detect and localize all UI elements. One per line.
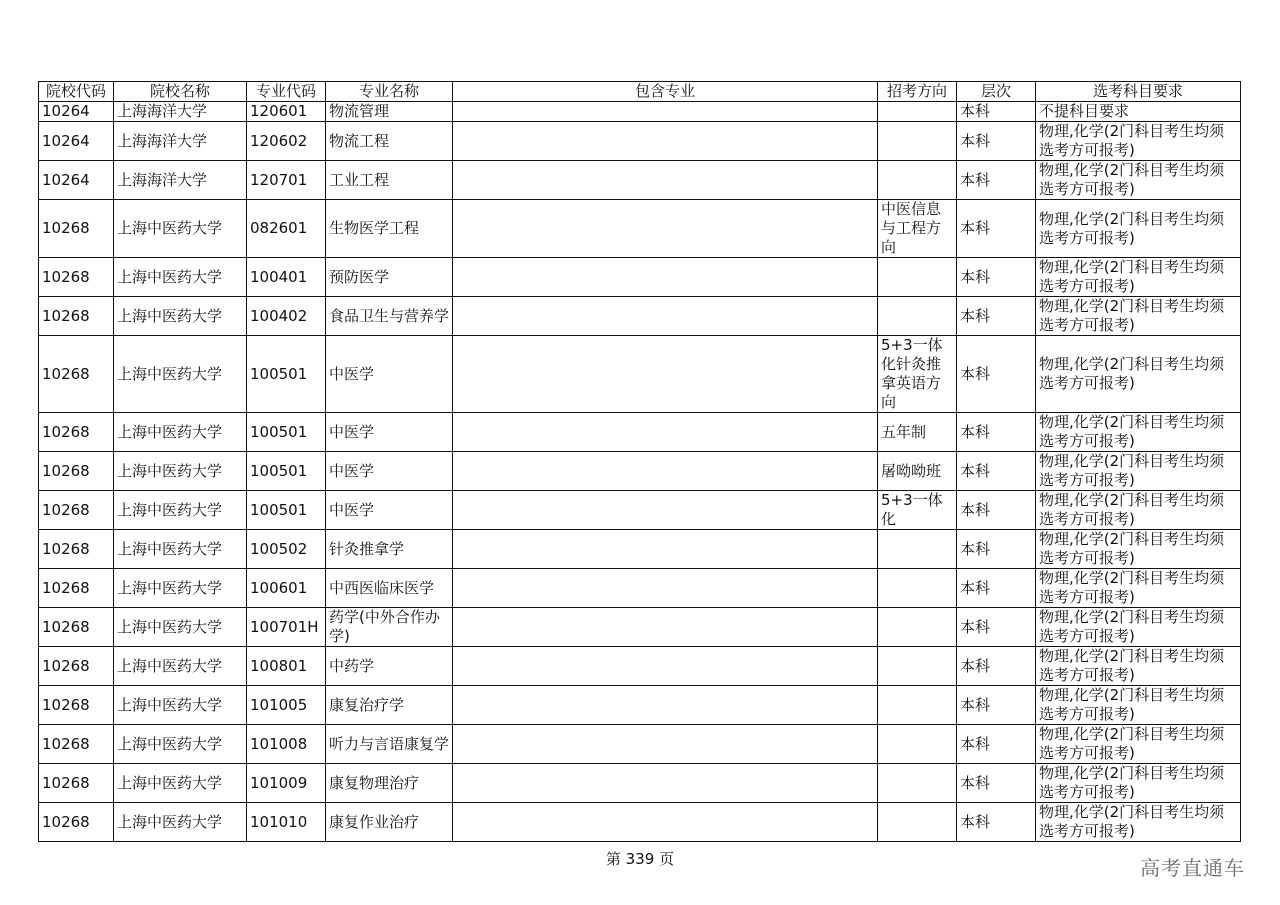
table-row bbox=[39, 258, 1241, 297]
major-code-cell: 100501 bbox=[247, 413, 326, 452]
major-code-cell: 100601 bbox=[247, 569, 326, 608]
school-code-cell: 10268 bbox=[39, 803, 114, 842]
direction-cell bbox=[878, 803, 957, 842]
admissions-table bbox=[38, 81, 1241, 842]
school-name-cell: 上海中医药大学 bbox=[114, 803, 247, 842]
major-name-cell: 康复物理治疗 bbox=[326, 764, 453, 803]
level-cell: 本科 bbox=[957, 297, 1036, 336]
direction-cell bbox=[878, 569, 957, 608]
school-name-cell: 上海中医药大学 bbox=[114, 491, 247, 530]
level-cell: 本科 bbox=[957, 647, 1036, 686]
included-majors-cell bbox=[453, 413, 878, 452]
direction-cell bbox=[878, 122, 957, 161]
included-majors-cell bbox=[453, 803, 878, 842]
subject-requirements-cell: 物理,化学(2门科目考生均须选考方可报考) bbox=[1036, 569, 1241, 608]
school-code-cell: 10268 bbox=[39, 686, 114, 725]
school-code-cell: 10268 bbox=[39, 764, 114, 803]
header-school-code: 院校代码 bbox=[39, 82, 114, 102]
major-name-cell: 中医学 bbox=[326, 491, 453, 530]
level-cell: 本科 bbox=[957, 258, 1036, 297]
school-name-cell: 上海中医药大学 bbox=[114, 647, 247, 686]
subject-requirements-cell: 物理,化学(2门科目考生均须选考方可报考) bbox=[1036, 452, 1241, 491]
school-code-cell: 10268 bbox=[39, 413, 114, 452]
subject-requirements-cell: 物理,化学(2门科目考生均须选考方可报考) bbox=[1036, 647, 1241, 686]
table-row bbox=[39, 336, 1241, 413]
school-name-cell: 上海中医药大学 bbox=[114, 413, 247, 452]
table-row bbox=[39, 647, 1241, 686]
included-majors-cell bbox=[453, 686, 878, 725]
table-row bbox=[39, 803, 1241, 842]
major-code-cell: 101010 bbox=[247, 803, 326, 842]
table-row bbox=[39, 725, 1241, 764]
subject-requirements-cell: 物理,化学(2门科目考生均须选考方可报考) bbox=[1036, 530, 1241, 569]
included-majors-cell bbox=[453, 530, 878, 569]
school-name-cell: 上海中医药大学 bbox=[114, 452, 247, 491]
major-code-cell: 100501 bbox=[247, 452, 326, 491]
direction-cell: 屠呦呦班 bbox=[878, 452, 957, 491]
level-cell: 本科 bbox=[957, 725, 1036, 764]
subject-requirements-cell: 不提科目要求 bbox=[1036, 102, 1241, 122]
included-majors-cell bbox=[453, 161, 878, 200]
table-row bbox=[39, 764, 1241, 803]
level-cell: 本科 bbox=[957, 122, 1036, 161]
included-majors-cell bbox=[453, 258, 878, 297]
school-code-cell: 10268 bbox=[39, 569, 114, 608]
subject-requirements-cell: 物理,化学(2门科目考生均须选考方可报考) bbox=[1036, 491, 1241, 530]
school-code-cell: 10264 bbox=[39, 122, 114, 161]
school-code-cell: 10268 bbox=[39, 258, 114, 297]
school-name-cell: 上海中医药大学 bbox=[114, 336, 247, 413]
major-name-cell: 中药学 bbox=[326, 647, 453, 686]
major-name-cell: 食品卫生与营养学 bbox=[326, 297, 453, 336]
included-majors-cell bbox=[453, 297, 878, 336]
major-code-cell: 101008 bbox=[247, 725, 326, 764]
major-name-cell: 康复治疗学 bbox=[326, 686, 453, 725]
included-majors-cell bbox=[453, 102, 878, 122]
header-included-majors: 包含专业 bbox=[453, 82, 878, 102]
major-name-cell: 药学(中外合作办学) bbox=[326, 608, 453, 647]
school-code-cell: 10268 bbox=[39, 200, 114, 258]
level-cell: 本科 bbox=[957, 102, 1036, 122]
table-row bbox=[39, 686, 1241, 725]
major-name-cell: 中医学 bbox=[326, 336, 453, 413]
subject-requirements-cell: 物理,化学(2门科目考生均须选考方可报考) bbox=[1036, 803, 1241, 842]
direction-cell bbox=[878, 764, 957, 803]
direction-cell bbox=[878, 530, 957, 569]
direction-cell bbox=[878, 686, 957, 725]
direction-cell bbox=[878, 297, 957, 336]
level-cell: 本科 bbox=[957, 530, 1036, 569]
school-name-cell: 上海中医药大学 bbox=[114, 297, 247, 336]
subject-requirements-cell: 物理,化学(2门科目考生均须选考方可报考) bbox=[1036, 686, 1241, 725]
school-code-cell: 10268 bbox=[39, 297, 114, 336]
school-name-cell: 上海中医药大学 bbox=[114, 530, 247, 569]
level-cell: 本科 bbox=[957, 608, 1036, 647]
major-code-cell: 100701H bbox=[247, 608, 326, 647]
header-subject-requirements: 选考科目要求 bbox=[1036, 82, 1241, 102]
school-name-cell: 上海中医药大学 bbox=[114, 200, 247, 258]
major-code-cell: 082601 bbox=[247, 200, 326, 258]
table-row bbox=[39, 608, 1241, 647]
major-code-cell: 100501 bbox=[247, 336, 326, 413]
level-cell: 本科 bbox=[957, 569, 1036, 608]
subject-requirements-cell: 物理,化学(2门科目考生均须选考方可报考) bbox=[1036, 200, 1241, 258]
table-row bbox=[39, 122, 1241, 161]
subject-requirements-cell: 物理,化学(2门科目考生均须选考方可报考) bbox=[1036, 122, 1241, 161]
school-name-cell: 上海中医药大学 bbox=[114, 258, 247, 297]
direction-cell bbox=[878, 608, 957, 647]
included-majors-cell bbox=[453, 569, 878, 608]
level-cell: 本科 bbox=[957, 764, 1036, 803]
page-number: 第 339 页 bbox=[605, 850, 675, 868]
included-majors-cell bbox=[453, 122, 878, 161]
included-majors-cell bbox=[453, 647, 878, 686]
major-code-cell: 101005 bbox=[247, 686, 326, 725]
included-majors-cell bbox=[453, 200, 878, 258]
major-code-cell: 101009 bbox=[247, 764, 326, 803]
level-cell: 本科 bbox=[957, 452, 1036, 491]
header-direction: 招考方向 bbox=[878, 82, 957, 102]
level-cell: 本科 bbox=[957, 161, 1036, 200]
level-cell: 本科 bbox=[957, 803, 1036, 842]
header-major-code: 专业代码 bbox=[247, 82, 326, 102]
level-cell: 本科 bbox=[957, 336, 1036, 413]
major-name-cell: 中医学 bbox=[326, 452, 453, 491]
included-majors-cell bbox=[453, 336, 878, 413]
header-level: 层次 bbox=[957, 82, 1036, 102]
major-code-cell: 120701 bbox=[247, 161, 326, 200]
subject-requirements-cell: 物理,化学(2门科目考生均须选考方可报考) bbox=[1036, 258, 1241, 297]
school-code-cell: 10268 bbox=[39, 452, 114, 491]
major-name-cell: 中医学 bbox=[326, 413, 453, 452]
school-name-cell: 上海海洋大学 bbox=[114, 161, 247, 200]
level-cell: 本科 bbox=[957, 686, 1036, 725]
included-majors-cell bbox=[453, 452, 878, 491]
school-name-cell: 上海海洋大学 bbox=[114, 102, 247, 122]
major-code-cell: 100401 bbox=[247, 258, 326, 297]
school-name-cell: 上海中医药大学 bbox=[114, 686, 247, 725]
major-name-cell: 中西医临床医学 bbox=[326, 569, 453, 608]
school-code-cell: 10268 bbox=[39, 336, 114, 413]
school-code-cell: 10268 bbox=[39, 647, 114, 686]
header-major-name: 专业名称 bbox=[326, 82, 453, 102]
school-name-cell: 上海中医药大学 bbox=[114, 608, 247, 647]
major-name-cell: 生物医学工程 bbox=[326, 200, 453, 258]
table-row bbox=[39, 413, 1241, 452]
table-row bbox=[39, 102, 1241, 122]
school-code-cell: 10268 bbox=[39, 530, 114, 569]
major-name-cell: 物流工程 bbox=[326, 122, 453, 161]
subject-requirements-cell: 物理,化学(2门科目考生均须选考方可报考) bbox=[1036, 608, 1241, 647]
direction-cell bbox=[878, 102, 957, 122]
table-header-row bbox=[39, 82, 1241, 102]
major-name-cell: 听力与言语康复学 bbox=[326, 725, 453, 764]
subject-requirements-cell: 物理,化学(2门科目考生均须选考方可报考) bbox=[1036, 297, 1241, 336]
watermark-logo: 高考直通车 bbox=[1140, 856, 1245, 880]
major-code-cell: 120602 bbox=[247, 122, 326, 161]
direction-cell bbox=[878, 725, 957, 764]
table-row bbox=[39, 491, 1241, 530]
subject-requirements-cell: 物理,化学(2门科目考生均须选考方可报考) bbox=[1036, 336, 1241, 413]
school-code-cell: 10268 bbox=[39, 608, 114, 647]
table-row bbox=[39, 161, 1241, 200]
major-code-cell: 100801 bbox=[247, 647, 326, 686]
table-row bbox=[39, 297, 1241, 336]
direction-cell bbox=[878, 258, 957, 297]
direction-cell: 五年制 bbox=[878, 413, 957, 452]
major-code-cell: 100402 bbox=[247, 297, 326, 336]
direction-cell bbox=[878, 647, 957, 686]
school-name-cell: 上海中医药大学 bbox=[114, 725, 247, 764]
direction-cell: 中医信息与工程方向 bbox=[878, 200, 957, 258]
included-majors-cell bbox=[453, 725, 878, 764]
direction-cell: 5+3一体化针灸推拿英语方向 bbox=[878, 336, 957, 413]
major-code-cell: 120601 bbox=[247, 102, 326, 122]
table-body bbox=[39, 102, 1241, 842]
included-majors-cell bbox=[453, 491, 878, 530]
subject-requirements-cell: 物理,化学(2门科目考生均须选考方可报考) bbox=[1036, 413, 1241, 452]
major-name-cell: 针灸推拿学 bbox=[326, 530, 453, 569]
school-name-cell: 上海中医药大学 bbox=[114, 569, 247, 608]
table-row bbox=[39, 452, 1241, 491]
subject-requirements-cell: 物理,化学(2门科目考生均须选考方可报考) bbox=[1036, 725, 1241, 764]
header-school-name: 院校名称 bbox=[114, 82, 247, 102]
major-name-cell: 康复作业治疗 bbox=[326, 803, 453, 842]
subject-requirements-cell: 物理,化学(2门科目考生均须选考方可报考) bbox=[1036, 161, 1241, 200]
table-row bbox=[39, 569, 1241, 608]
included-majors-cell bbox=[453, 608, 878, 647]
school-code-cell: 10268 bbox=[39, 725, 114, 764]
major-name-cell: 预防医学 bbox=[326, 258, 453, 297]
school-code-cell: 10264 bbox=[39, 102, 114, 122]
level-cell: 本科 bbox=[957, 491, 1036, 530]
major-code-cell: 100501 bbox=[247, 491, 326, 530]
table-row bbox=[39, 530, 1241, 569]
major-code-cell: 100502 bbox=[247, 530, 326, 569]
school-name-cell: 上海中医药大学 bbox=[114, 764, 247, 803]
major-name-cell: 工业工程 bbox=[326, 161, 453, 200]
level-cell: 本科 bbox=[957, 200, 1036, 258]
school-code-cell: 10268 bbox=[39, 491, 114, 530]
direction-cell bbox=[878, 161, 957, 200]
table-row bbox=[39, 200, 1241, 258]
included-majors-cell bbox=[453, 764, 878, 803]
subject-requirements-cell: 物理,化学(2门科目考生均须选考方可报考) bbox=[1036, 764, 1241, 803]
major-name-cell: 物流管理 bbox=[326, 102, 453, 122]
school-name-cell: 上海海洋大学 bbox=[114, 122, 247, 161]
level-cell: 本科 bbox=[957, 413, 1036, 452]
direction-cell: 5+3一体化 bbox=[878, 491, 957, 530]
school-code-cell: 10264 bbox=[39, 161, 114, 200]
